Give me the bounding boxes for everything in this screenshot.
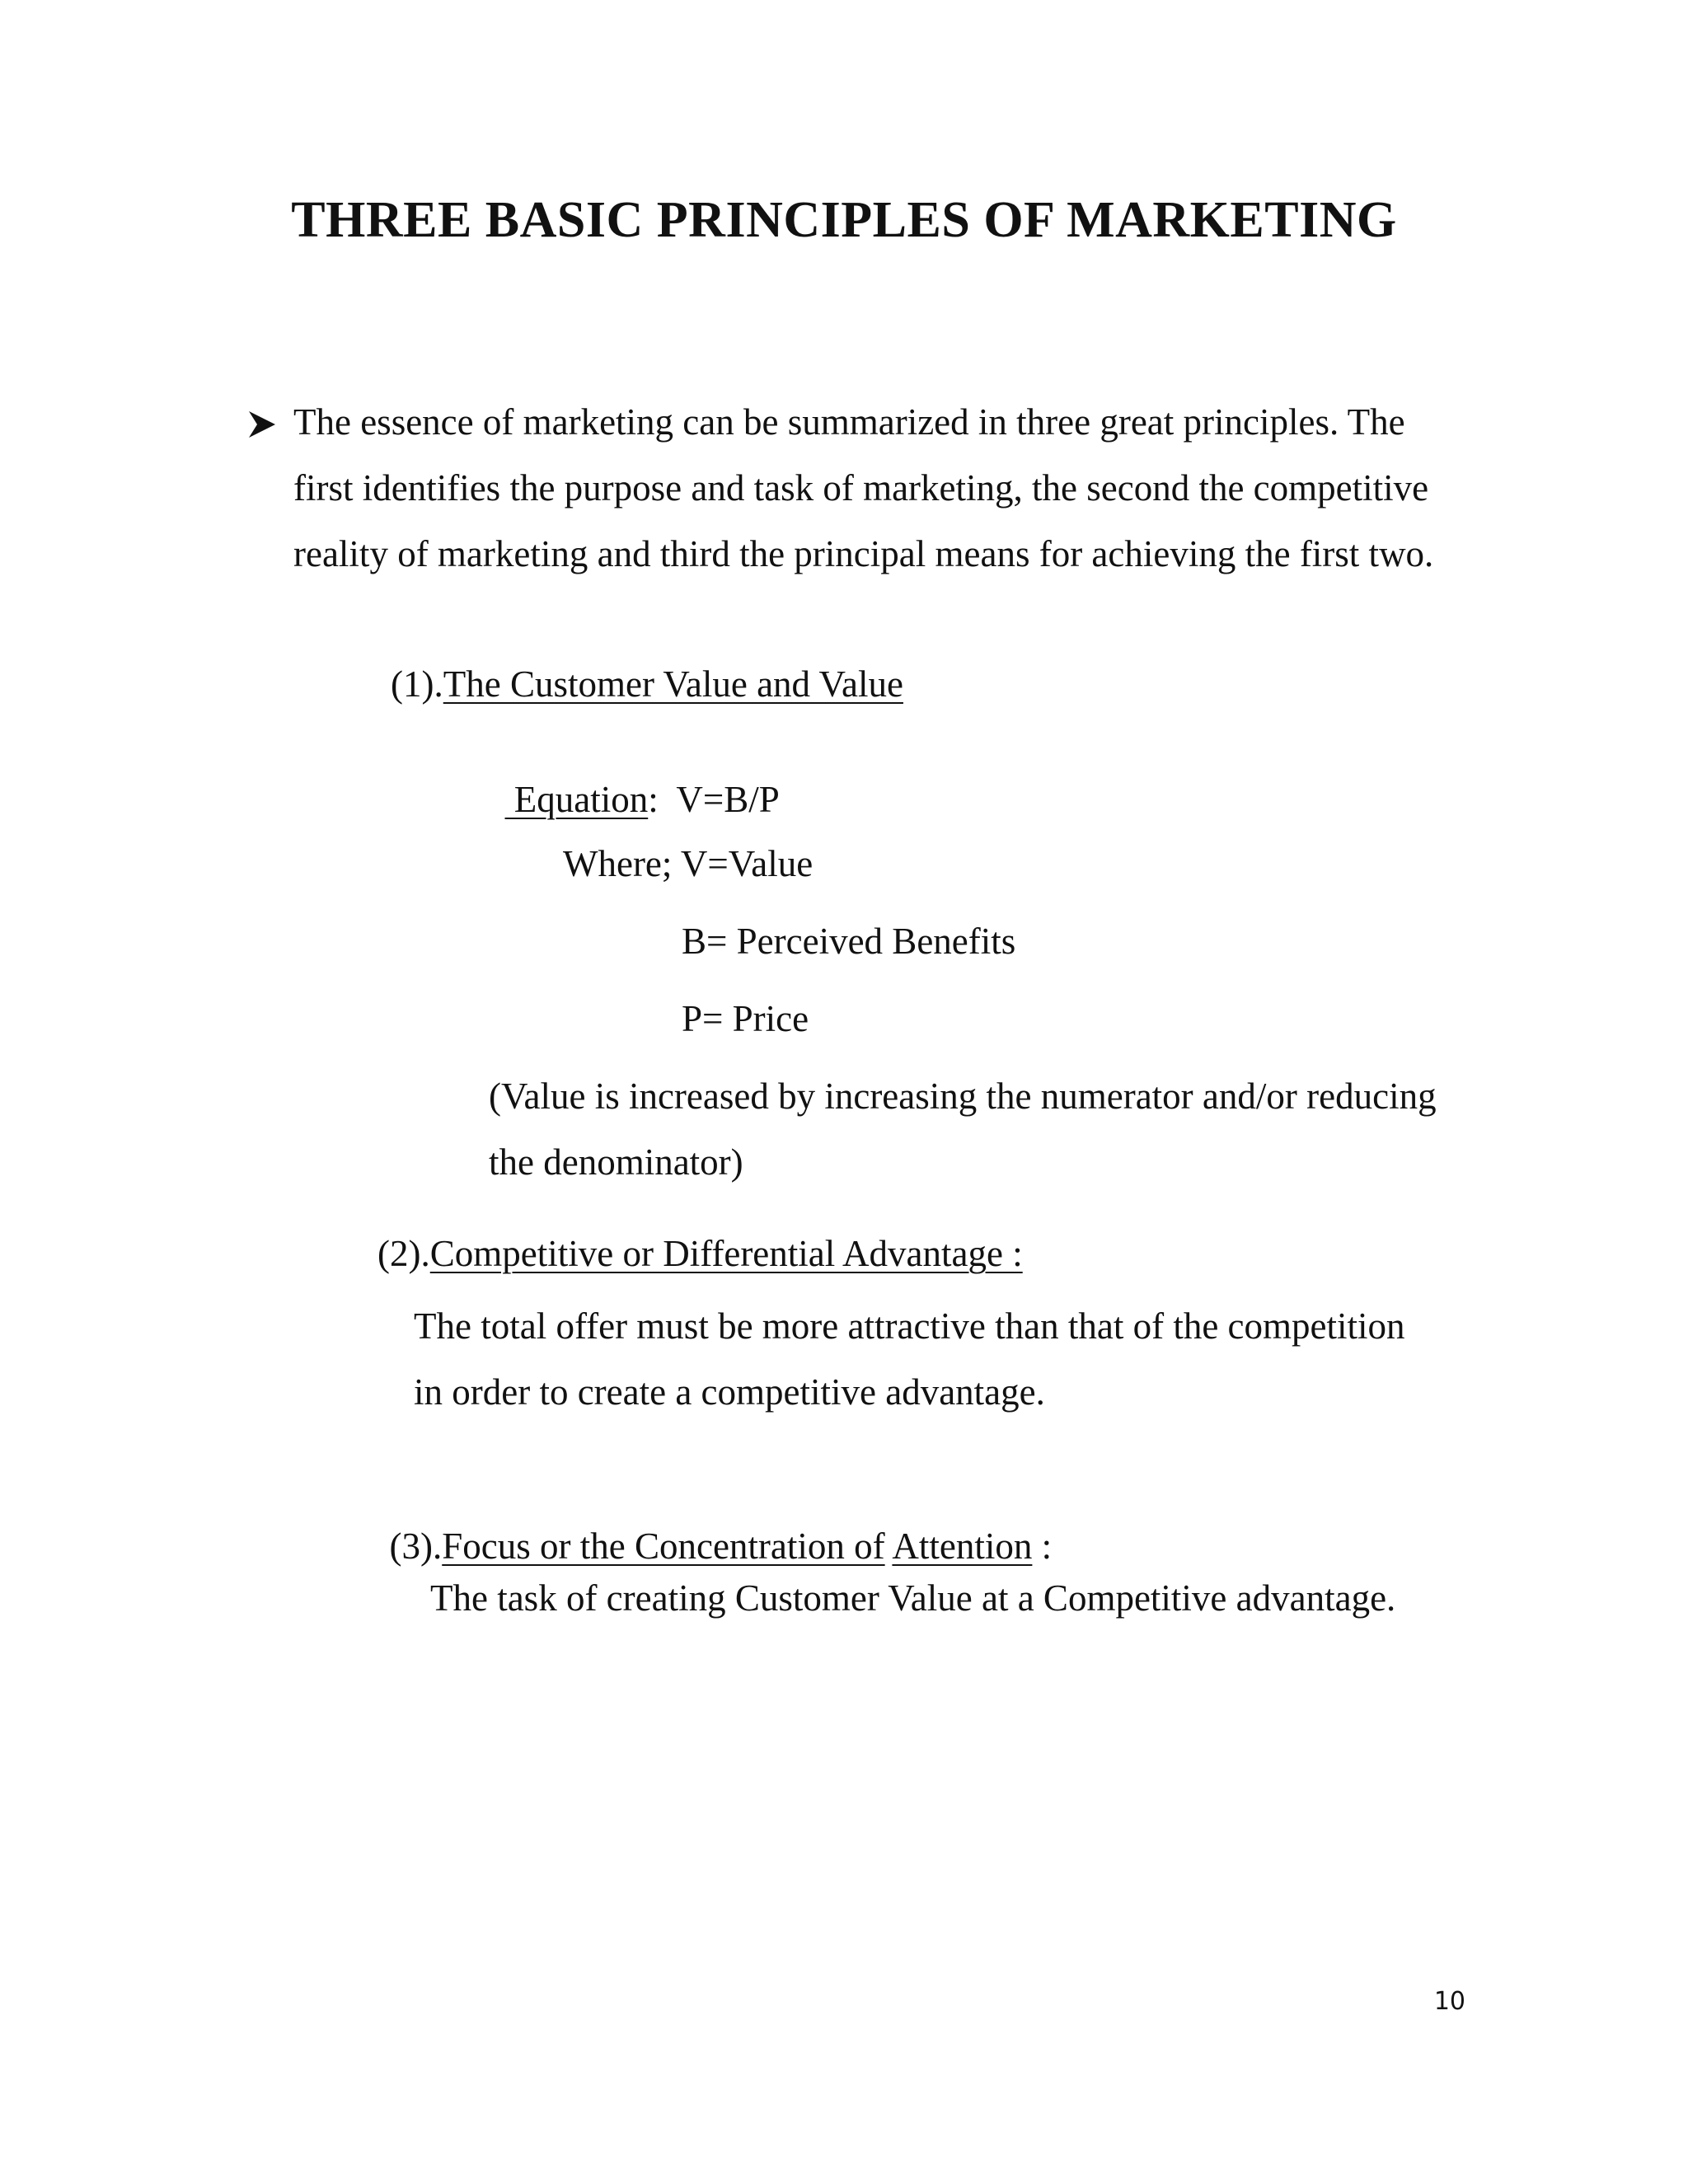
principle-3-suffix: : <box>1032 1526 1053 1567</box>
benefits-line: B= Perceived Benefits <box>682 921 1016 962</box>
arrow-bullet-icon <box>246 408 279 441</box>
principle-1-title: The Customer Value and Value <box>443 663 903 705</box>
principle-3-line-1: The task of creating Customer Value at a Competitive advantage. <box>430 1577 1396 1619</box>
principle-1-number: (1). <box>391 663 443 705</box>
principle-3-title-part-1: Focus or the Concentration of <box>442 1526 885 1567</box>
principle-2-line-1: The total offer must be more attractive than that of the competition <box>414 1305 1405 1347</box>
principle-1-heading <box>391 663 903 705</box>
page-number: 10 <box>1433 1987 1465 2016</box>
intro-line-2: first identifies the purpose and task of marketing, the second the competitive <box>293 467 1429 509</box>
principle-3-number: (3). <box>389 1526 443 1567</box>
where-line: Where; V=Value <box>563 843 814 884</box>
equation-formula: : V=B/P <box>648 779 780 820</box>
price-line: P= Price <box>682 998 809 1039</box>
principle-2-line-2: in order to create a competitive advantage. <box>414 1371 1045 1413</box>
intro-line-3: reality of marketing and third the principal means for achieving the first two. <box>293 533 1434 574</box>
principle-2-title: Competitive or Differential Advantage : <box>429 1233 1023 1274</box>
equation-line <box>486 744 780 818</box>
value-note-line-1: (Value is increased by increasing the numerator and/or reducing <box>489 1076 1437 1117</box>
principle-3-heading <box>371 1491 1052 1565</box>
equation-label: Equation <box>504 779 649 820</box>
page-title: THREE BASIC PRINCIPLES OF MARKETING <box>291 192 1397 248</box>
principle-3-title-part-2: Attention <box>892 1526 1033 1567</box>
principle-2-heading <box>377 1235 1023 1272</box>
intro-line-1: The essence of marketing can be summarized in three great principles. The <box>293 401 1405 443</box>
value-note-line-2: the denominator) <box>489 1141 743 1183</box>
principle-2-number: (2). <box>377 1233 430 1274</box>
